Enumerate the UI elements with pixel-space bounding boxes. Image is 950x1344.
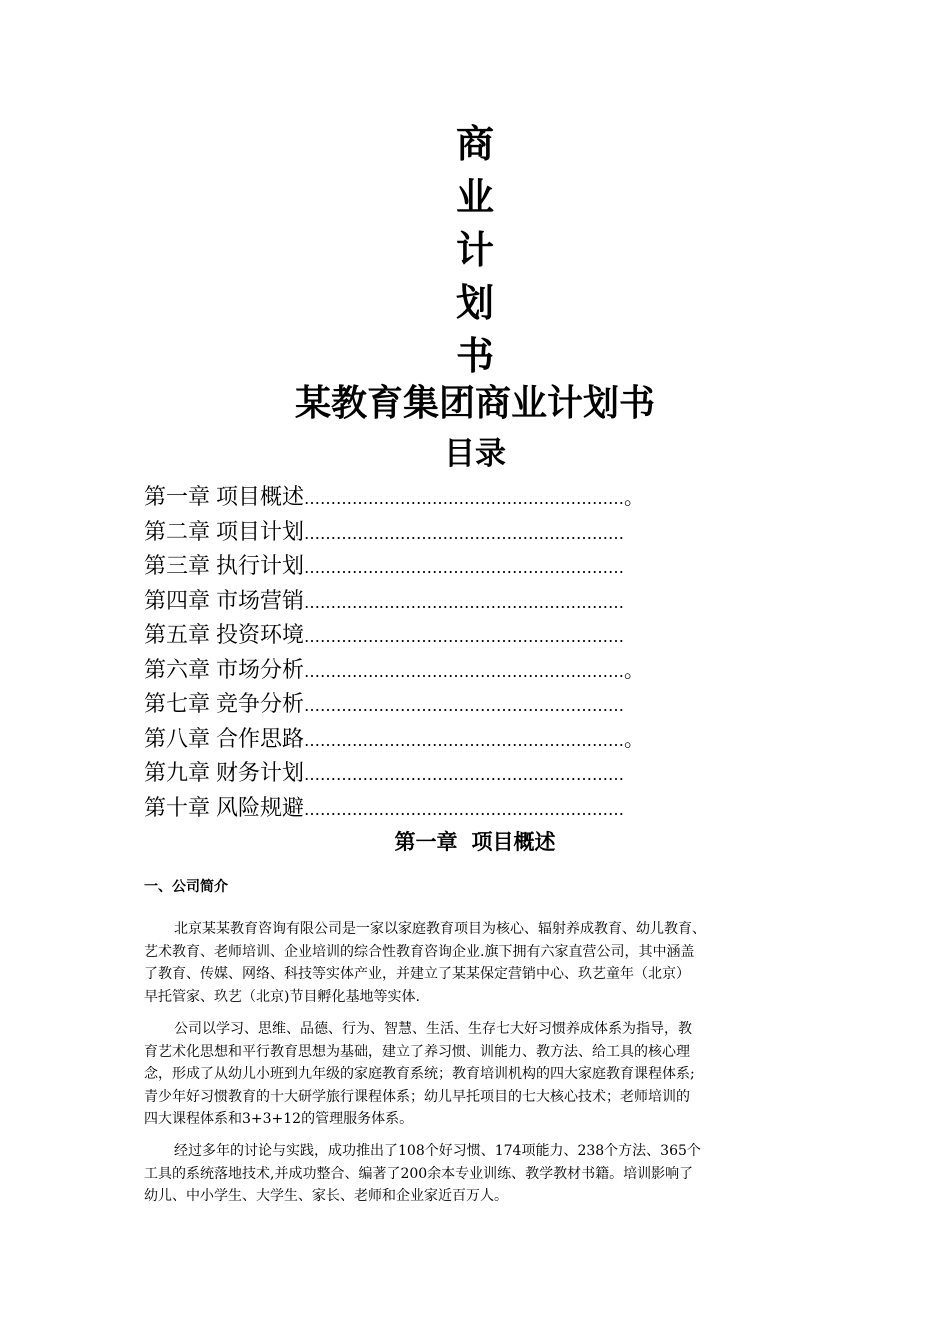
toc-end-mark: 。: [624, 485, 645, 509]
paragraph-line: 早托管家、玖艺（北京)节目孵化基地等实体.: [144, 988, 420, 1005]
toc-dot-leader: ……………………………………………………: [304, 627, 625, 646]
cover-title-char: 划: [455, 281, 494, 325]
cover-title-char: 商: [455, 122, 494, 166]
body-paragraph: [144, 918, 812, 1008]
toc-chapter-number: 第四章: [144, 588, 211, 614]
toc-dot-leader: ……………………………………………………: [304, 696, 625, 715]
vertical-cover-title: [0, 118, 950, 383]
toc-chapter-number: 第三章: [144, 554, 211, 579]
toc-chapter-title: 项目概述: [216, 485, 305, 510]
body-paragraph: [144, 1018, 812, 1131]
toc-dot-leader: ……………………………………………………: [304, 799, 625, 819]
toc-end-mark: 。: [624, 657, 645, 682]
toc-chapter-number: 第七章: [144, 692, 211, 717]
toc-dot-leader: ……………………………………………………: [304, 765, 625, 784]
table-of-contents: [144, 480, 784, 825]
toc-chapter-title: 投资环境: [216, 623, 305, 648]
paragraph-line: 工具的系统落地技术,并成功整合、编著了200余本专业训练、教学教材书籍。培训影响了: [144, 1165, 694, 1182]
toc-dot-leader: ……………………………………………………: [304, 523, 625, 543]
toc-dot-leader: ……………………………………………………: [304, 592, 625, 612]
toc-chapter-number: 第九章: [144, 761, 211, 786]
chapter-label: 第一章: [394, 829, 458, 854]
toc-item[interactable]: [144, 687, 784, 722]
toc-heading: 目录: [444, 436, 506, 472]
paragraph-line: 四大课程体系和3+3+12的管理服务体系。: [144, 1111, 414, 1127]
cover-title-char: 业: [455, 175, 494, 219]
toc-chapter-title: 竞争分析: [216, 692, 305, 717]
toc-item[interactable]: [144, 653, 784, 688]
paragraph-line: 青少年好习惯教育的十大研学旅行课程体系；幼儿早托项目的七大核心技术；老师培训的: [144, 1088, 690, 1105]
toc-chapter-number: 第五章: [144, 623, 211, 648]
toc-dot-leader: ……………………………………………………: [304, 730, 625, 750]
document-title: 某教育集团商业计划书: [294, 383, 655, 424]
body-paragraph: [144, 1140, 812, 1208]
cover-title-char: 书: [455, 334, 494, 378]
paragraph-line: 艺术教育、老师培训、企业培训的综合性教育咨询企业.旗下拥有六家直营公司，其中涵盖: [144, 943, 695, 960]
toc-dot-leader: ……………………………………………………: [304, 661, 625, 681]
paragraph-line: 公司以学习、思维、品德、行为、智慧、生活、生存七大好习惯养成体系为指导，教: [174, 1021, 692, 1037]
chapter-title: 项目概述: [471, 829, 556, 854]
toc-chapter-number: 第十章: [144, 795, 211, 821]
paragraph-line: 经过多年的讨论与实践，成功推出了108个好习惯、174项能力、238个方法、365个: [174, 1143, 701, 1159]
toc-chapter-title: 执行计划: [216, 554, 305, 579]
paragraph-line: 了教育、传媒、网络、科技等实体产业，并建立了某某保定营销中心、玖艺童年（北京）: [144, 966, 690, 982]
toc-end-mark: 。: [624, 726, 645, 751]
toc-chapter-number: 第六章: [144, 657, 211, 683]
toc-chapter-title: 项目计划: [216, 519, 305, 545]
paragraph-line: 念，形成了从幼儿小班到九年级的家庭教育系统；教育培训机构的四大家庭教育课程体系;: [144, 1066, 695, 1082]
toc-chapter-number: 第一章: [144, 485, 211, 510]
toc-chapter-title: 风险规避: [216, 795, 305, 821]
toc-chapter-title: 市场分析: [216, 657, 305, 683]
section-heading: 一、公司简介: [144, 879, 228, 895]
toc-chapter-title: 市场营销: [216, 588, 305, 614]
toc-dot-leader: ……………………………………………………: [304, 558, 625, 577]
toc-dot-leader: ……………………………………………………: [304, 489, 625, 508]
cover-title-char: 计: [455, 228, 494, 272]
toc-chapter-title: 财务计划: [216, 761, 305, 786]
chapter-heading: [0, 826, 950, 858]
toc-chapter-number: 第二章: [144, 519, 211, 545]
toc-chapter-number: 第八章: [144, 726, 211, 752]
toc-item[interactable]: [144, 791, 784, 826]
paragraph-line: 幼儿、中小学生、大学生、家长、老师和企业家近百万人。: [144, 1188, 508, 1204]
paragraph-line: 北京某某教育咨询有限公司是一家以家庭教育项目为核心、辐射养成教育、幼儿教育、: [174, 921, 706, 937]
toc-item[interactable]: [144, 722, 784, 757]
toc-item[interactable]: [144, 549, 784, 584]
toc-item[interactable]: [144, 756, 784, 791]
toc-item[interactable]: [144, 515, 784, 550]
toc-item[interactable]: [144, 584, 784, 619]
toc-item[interactable]: [144, 480, 784, 515]
toc-item[interactable]: [144, 618, 784, 653]
toc-chapter-title: 合作思路: [216, 726, 305, 752]
paragraph-line: 育艺术化思想和平行教育思想为基础，建立了养习惯、训能力、教方法、给工具的核心理: [144, 1043, 690, 1060]
